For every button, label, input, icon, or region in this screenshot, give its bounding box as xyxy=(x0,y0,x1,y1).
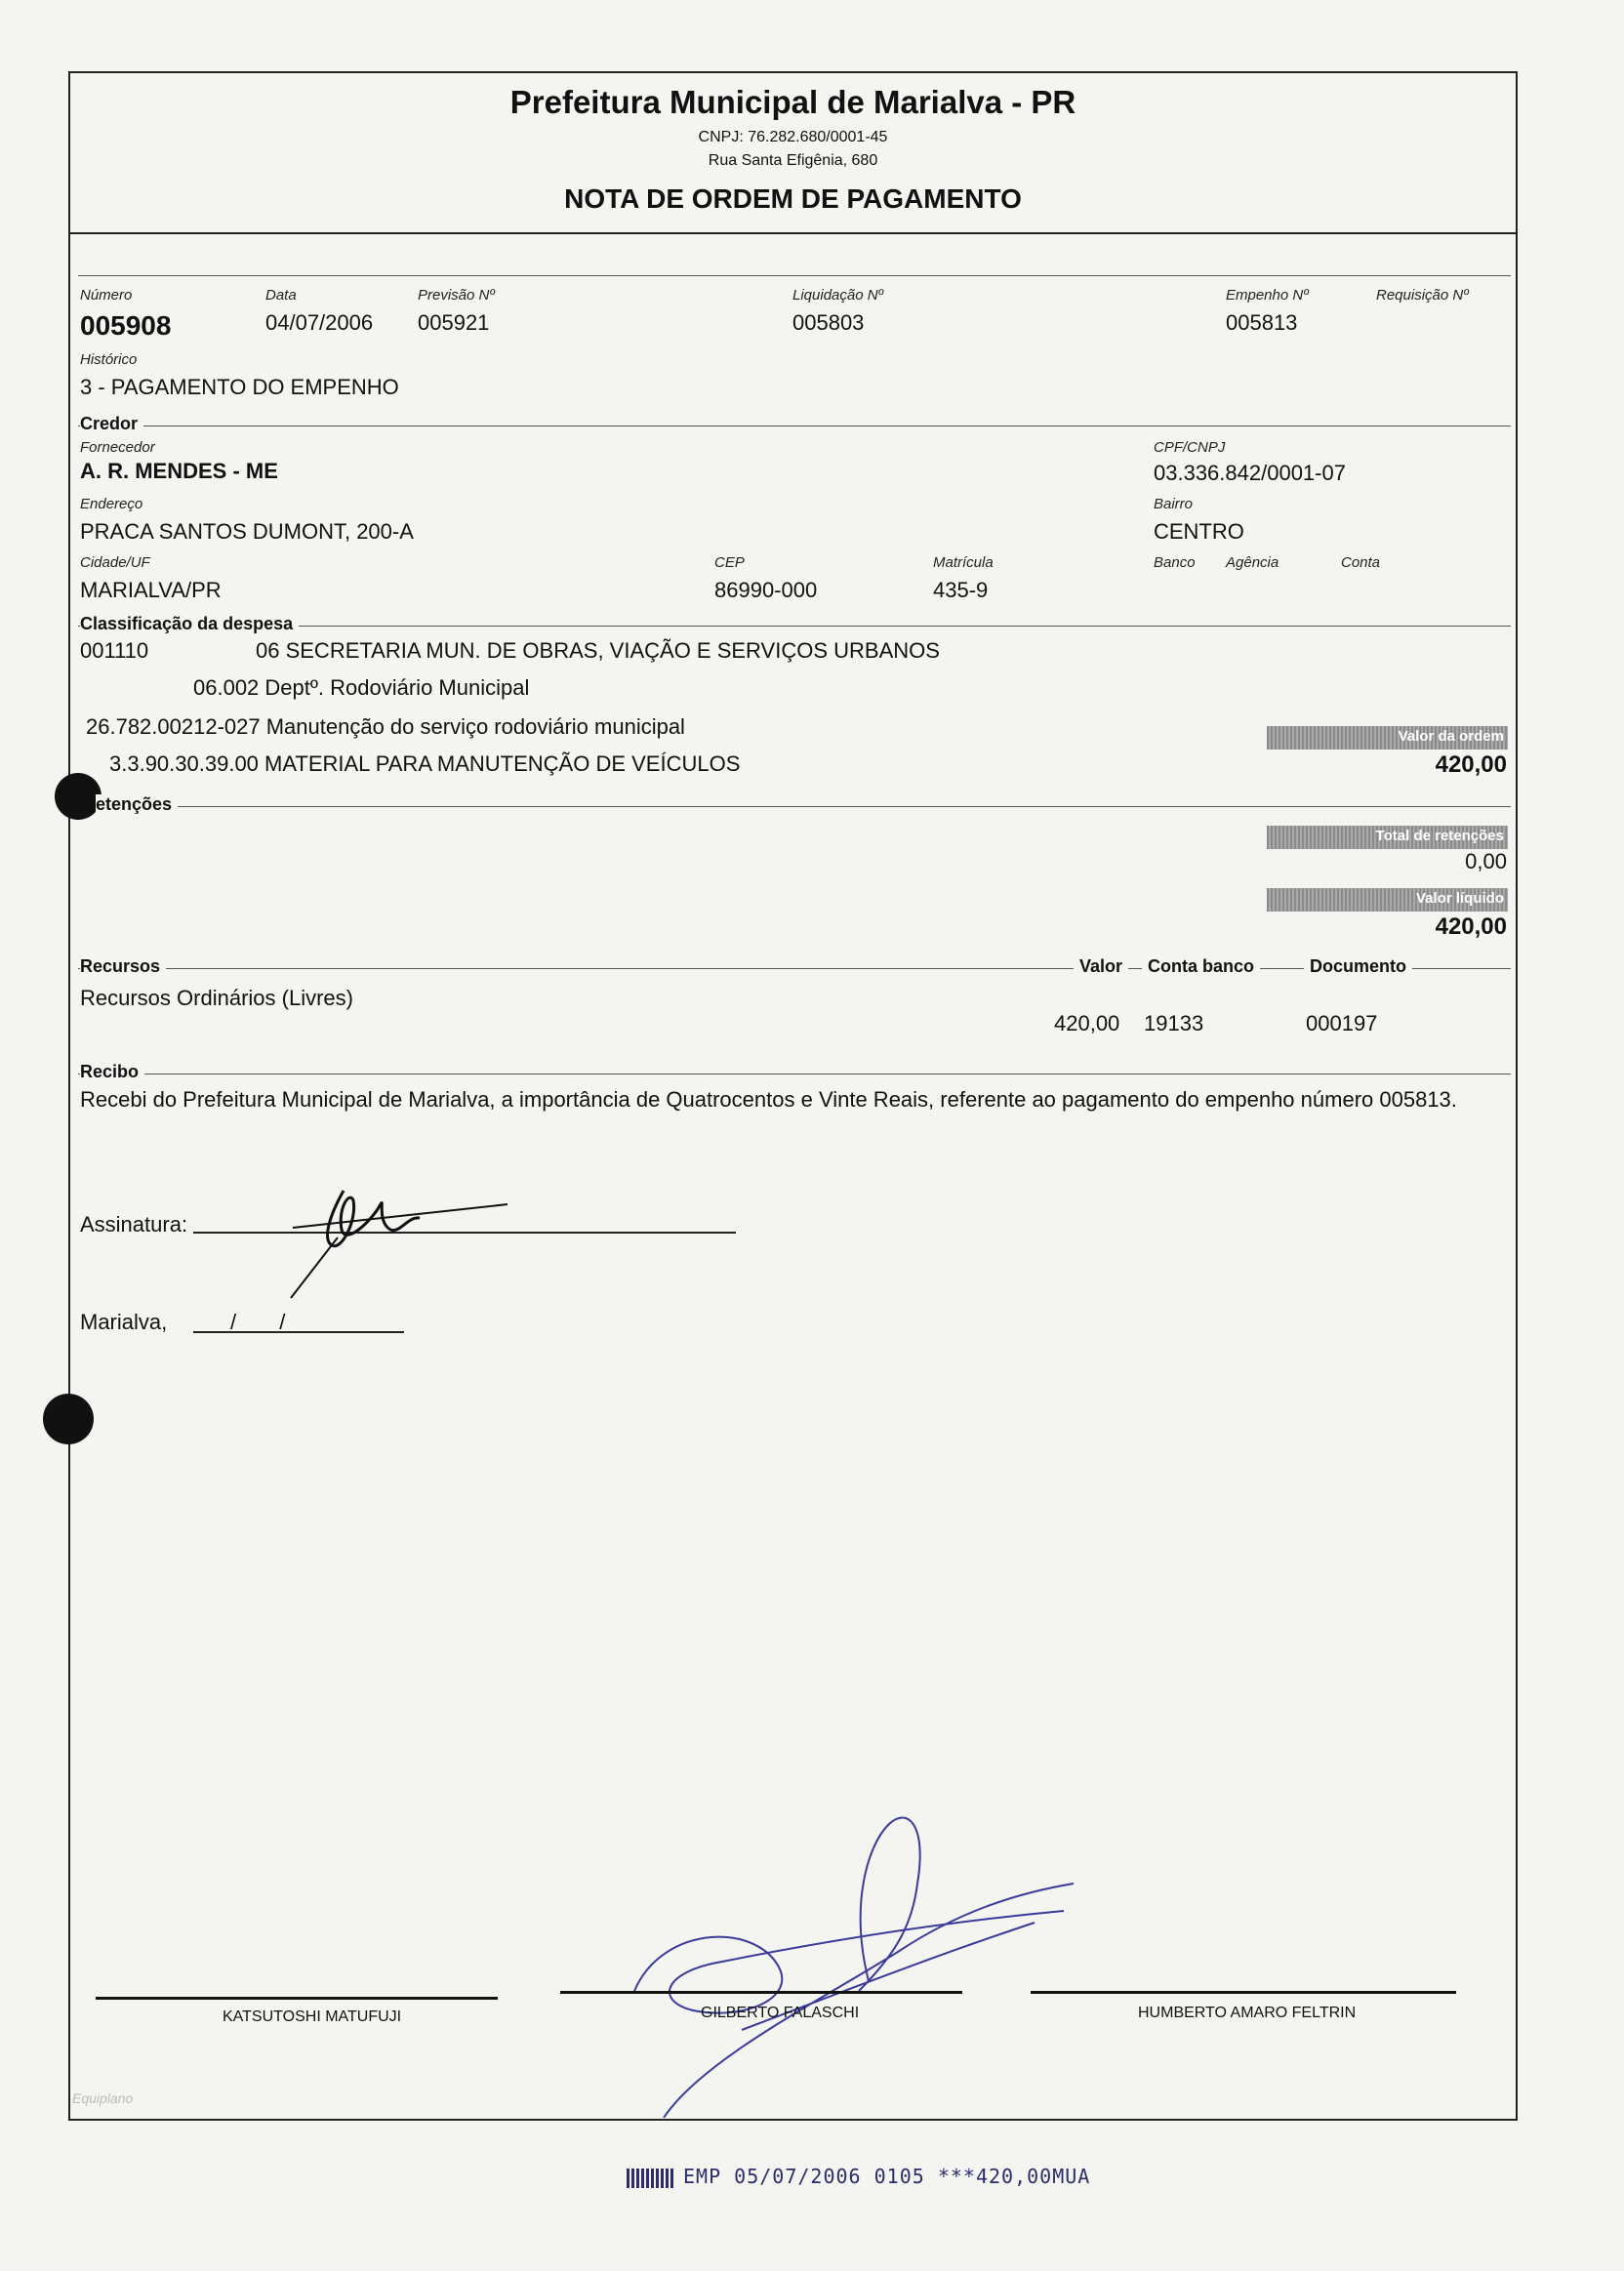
liquidacao-label: Liquidação Nº xyxy=(792,287,884,304)
signature-line-3 xyxy=(1031,1991,1456,1994)
header-divider xyxy=(70,232,1516,234)
official-signature xyxy=(625,1805,1093,2118)
receipt-signature xyxy=(283,1161,517,1308)
date-slashes: / / xyxy=(230,1310,286,1334)
data-value: 04/07/2006 xyxy=(265,310,374,335)
recibo-rule xyxy=(78,1074,1511,1075)
endereco-value: PRACA SANTOS DUMONT, 200-A xyxy=(80,519,414,544)
signatory-3: HUMBERTO AMARO FELTRIN xyxy=(1138,2005,1357,2021)
recibo-section: Recibo xyxy=(80,1062,144,1082)
empenho-value: 005813 xyxy=(1226,310,1298,335)
endereco-label: Endereço xyxy=(80,496,143,512)
historico-value: 3 - PAGAMENTO DO EMPENHO xyxy=(80,375,399,399)
matricula-value: 435-9 xyxy=(933,578,989,602)
local-label: Marialva, xyxy=(80,1310,168,1334)
recibo-text: Recebi do Prefeitura Municipal de Marialva, a importância de Quatrocentos e Vinte Reais, referente ao pagamento do empenho número 005813. xyxy=(80,1087,1457,1112)
assinatura-label: Assinatura: xyxy=(80,1212,188,1237)
header-cnpj: CNPJ: 76.282.680/0001-45 xyxy=(698,129,888,145)
previsao-label: Previsão Nº xyxy=(418,287,495,304)
data-label: Data xyxy=(265,287,297,304)
matricula-label: Matrícula xyxy=(933,554,994,571)
liquidacao-value: 005803 xyxy=(792,310,865,335)
cep-value: 86990-000 xyxy=(714,578,818,602)
date-line xyxy=(193,1331,404,1333)
numero-label: Número xyxy=(80,287,133,304)
total-retencoes-bar xyxy=(1267,826,1508,849)
agencia-label: Agência xyxy=(1226,554,1279,571)
header xyxy=(70,78,1516,232)
recursos-conta-label: Conta banco xyxy=(1142,956,1260,977)
software-footer: Equiplano xyxy=(72,2090,134,2106)
recursos-descricao: Recursos Ordinários (Livres) xyxy=(80,986,353,1010)
requisicao-label: Requisição Nº xyxy=(1376,287,1469,304)
signature-line-2 xyxy=(560,1991,962,1994)
classificacao-line3: 26.782.00212-027 Manutenção do serviço rodoviário municipal xyxy=(86,714,685,739)
recursos-documento-label: Documento xyxy=(1304,956,1412,977)
total-retencoes-label: Total de retenções xyxy=(1375,828,1504,844)
header-address: Rua Santa Efigênia, 680 xyxy=(708,152,878,169)
bairro-value: CENTRO xyxy=(1154,519,1244,544)
document-title: NOTA DE ORDEM DE PAGAMENTO xyxy=(564,183,1022,214)
credor-section: Credor xyxy=(80,414,143,434)
fornecedor-value: A. R. MENDES - ME xyxy=(80,459,278,483)
retencoes-section: etenções xyxy=(96,794,178,815)
bairro-label: Bairro xyxy=(1154,496,1194,512)
fornecedor-label: Fornecedor xyxy=(80,439,155,456)
signature-line-1 xyxy=(96,1997,498,2000)
valor-liquido-value: 420,00 xyxy=(1435,913,1507,940)
classificacao-line1: 06 SECRETARIA MUN. DE OBRAS, VIAÇÃO E SERVIÇOS URBANOS xyxy=(256,638,940,663)
valor-liquido-bar xyxy=(1267,888,1508,912)
valor-ordem-value: 420,00 xyxy=(1435,751,1507,778)
numero-value: 005908 xyxy=(80,310,172,341)
valor-ordem-label: Valor da ordem xyxy=(1398,728,1504,745)
valor-liquido-label: Valor líquido xyxy=(1415,890,1504,907)
historico-label: Histórico xyxy=(80,351,138,368)
cidade-label: Cidade/UF xyxy=(80,554,150,571)
total-retencoes-value: 0,00 xyxy=(1465,849,1507,873)
bank-stamp: EMP 05/07/2006 0105 ***420,00MUA xyxy=(683,2165,1091,2188)
valor-ordem-bar xyxy=(1267,726,1508,750)
recursos-conta: 19133 xyxy=(1144,1011,1204,1035)
classificacao-code: 001110 xyxy=(80,638,149,663)
punch-hole-bottom xyxy=(43,1394,94,1444)
recursos-valor: 420,00 xyxy=(1054,1011,1120,1035)
header-title: Prefeitura Municipal de Marialva - PR xyxy=(509,84,1076,120)
classificacao-section: Classificação da despesa xyxy=(80,614,299,634)
recursos-documento: 000197 xyxy=(1306,1011,1378,1035)
signatory-1: KATSUTOSHI MATUFUJI xyxy=(223,2008,402,2025)
classificacao-line2: 06.002 Deptº. Rodoviário Municipal xyxy=(193,675,530,700)
signatory-2: GILBERTO FALASCHI xyxy=(701,2005,860,2021)
recursos-section: Recursos xyxy=(80,956,166,977)
cpf-value: 03.336.842/0001-07 xyxy=(1154,461,1346,485)
classificacao-line4: 3.3.90.30.39.00 MATERIAL PARA MANUTENÇÃO DE VEÍCULOS xyxy=(109,751,741,776)
recursos-rule xyxy=(78,968,1511,969)
previsao-value: 005921 xyxy=(418,310,490,335)
conta-label: Conta xyxy=(1341,554,1381,571)
ids-top-rule xyxy=(78,275,1511,276)
recursos-valor-label: Valor xyxy=(1074,956,1128,977)
cidade-value: MARIALVA/PR xyxy=(80,578,222,602)
banco-label: Banco xyxy=(1154,554,1196,571)
cpf-label: CPF/CNPJ xyxy=(1154,439,1226,456)
retencoes-rule xyxy=(78,806,1511,807)
cep-label: CEP xyxy=(714,554,745,571)
bank-logo-icon xyxy=(627,2169,675,2188)
empenho-label: Empenho Nº xyxy=(1226,287,1309,304)
punch-hole-top xyxy=(55,773,102,820)
